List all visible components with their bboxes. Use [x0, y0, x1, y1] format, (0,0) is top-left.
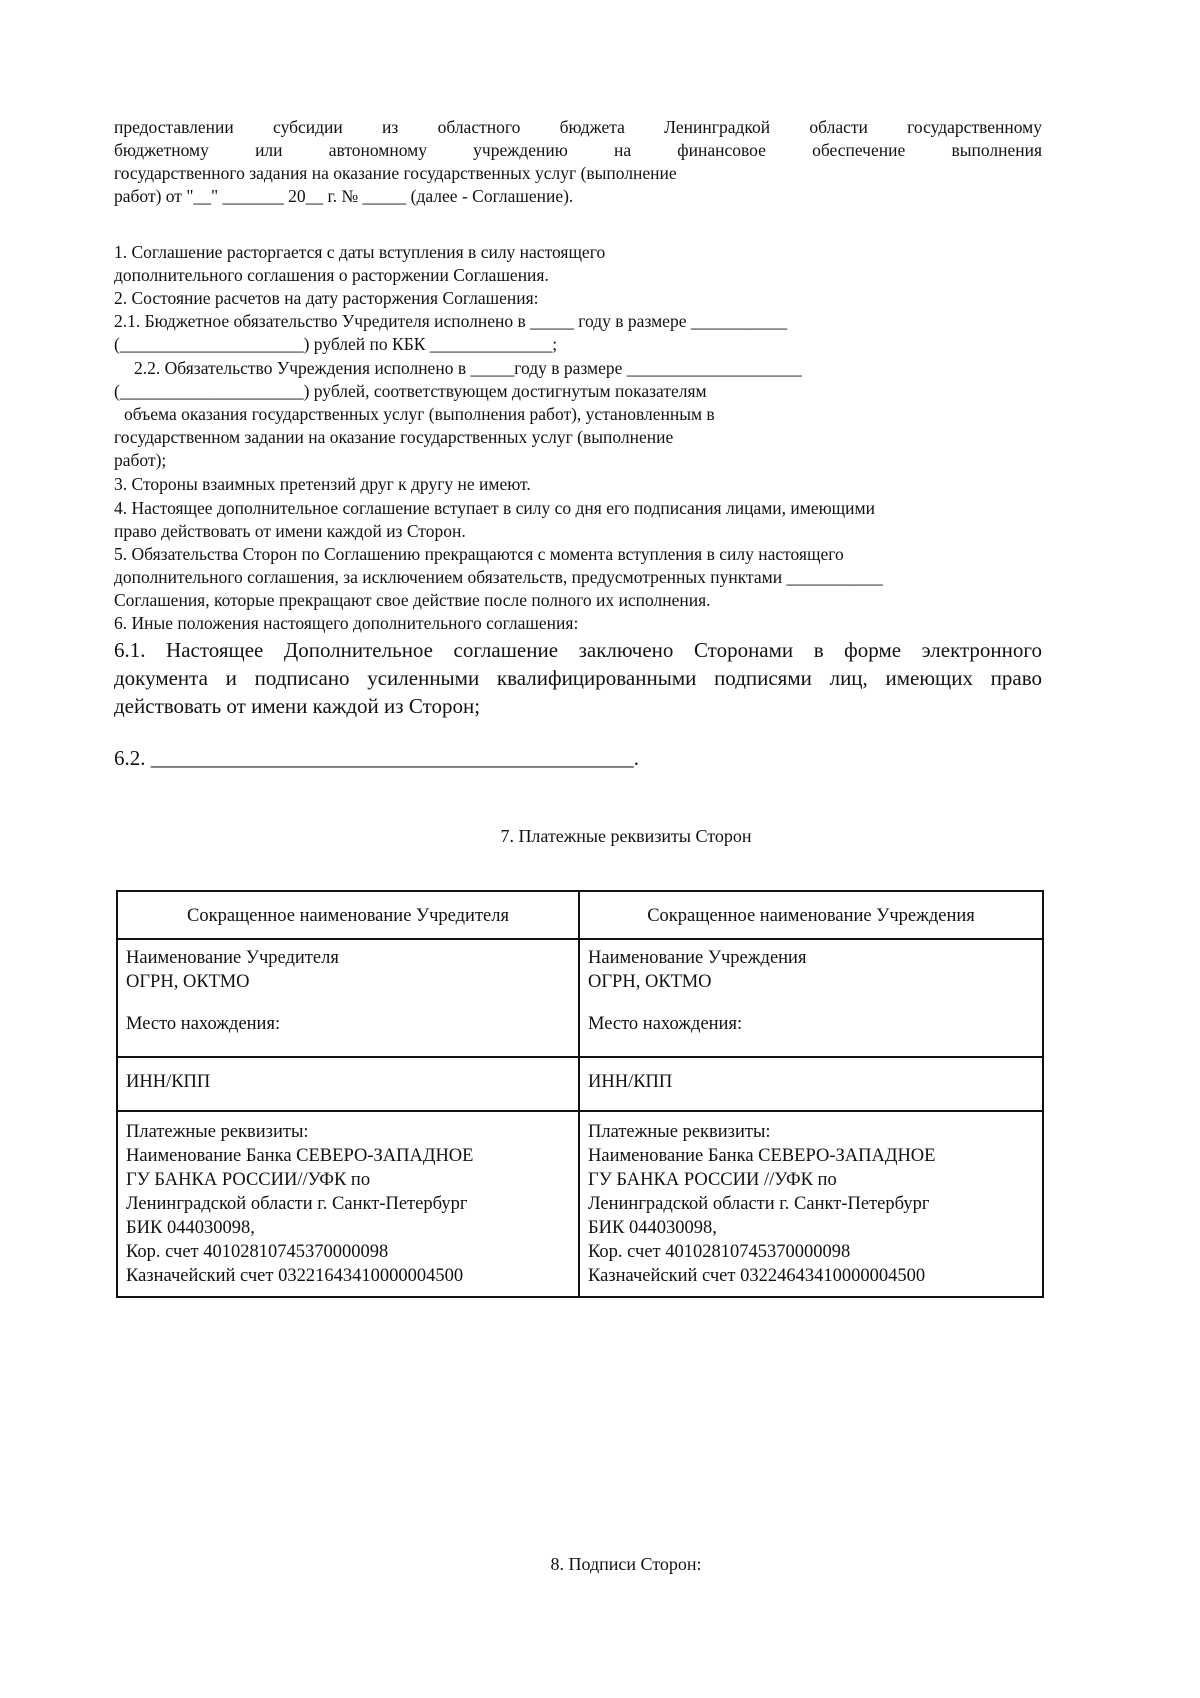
clause-6-2: 6.2. ______________________________________________.	[114, 746, 639, 770]
clause-3: 3. Стороны взаимных претензий друг к другу не имеют.	[114, 474, 531, 494]
section-8-title: 8. Подписи Сторон:	[550, 1554, 702, 1574]
institution-bank-3: Ленинградской области г. Санкт-Петербург	[588, 1194, 930, 1214]
institution-requisites-cell	[579, 1111, 1043, 1297]
clause-6-1-line-b: документа и подписано усиленными квалифицированными подписями лиц, имеющих право	[114, 666, 1042, 690]
clause-5-line-b: дополнительного соглашения, за исключением обязательств, предусмотренных пунктами ___________	[114, 567, 883, 587]
founder-bik: БИК 044030098,	[126, 1218, 255, 1238]
founder-name: Наименование Учредителя	[126, 948, 339, 968]
institution-ogrn: ОГРН, ОКТМО	[588, 972, 712, 992]
clause-1-line-b: дополнительного соглашения о расторжении Соглашения.	[114, 265, 549, 285]
clause-2-1-line-a: 2.1. Бюджетное обязательство Учредителя исполнено в _____ году в размере ___________	[114, 311, 788, 331]
founder-treasury-account: Казначейский счет 03221643410000004500	[126, 1266, 464, 1286]
institution-treasury-account: Казначейский счет 03224643410000004500	[588, 1266, 926, 1286]
founder-name-cell	[117, 939, 579, 1057]
founder-header: Сокращенное наименование Учредителя	[117, 891, 579, 939]
institution-name-cell	[579, 939, 1043, 1057]
institution-req-title: Платежные реквизиты:	[588, 1122, 771, 1142]
table-row-inn	[117, 1057, 1043, 1111]
institution-bik: БИК 044030098,	[588, 1218, 717, 1238]
clause-6-1-line-a: 6.1. Настоящее Дополнительное соглашение заключено Сторонами в форме электронного	[114, 638, 1042, 662]
clause-2-2-line-c: объема оказания государственных услуг (выполнения работ), установленным в	[124, 404, 715, 424]
institution-kor-account: Кор. счет 40102810745370000098	[588, 1242, 851, 1262]
clause-4-line-a: 4. Настоящее дополнительное соглашение вступает в силу со дня его подписания лицами, имеющими	[114, 498, 875, 518]
founder-ogrn: ОГРН, ОКТМО	[126, 972, 250, 992]
institution-location: Место нахождения:	[588, 1014, 743, 1034]
founder-bank-1: Наименование Банка СЕВЕРО-ЗАПАДНОЕ	[126, 1146, 474, 1166]
clause-2-2-line-a: 2.2. Обязательство Учреждения исполнено в _____году в размере ____________________	[134, 358, 802, 378]
clause-6: 6. Иные положения настоящего дополнительного соглашения:	[114, 613, 579, 633]
section-7-title: 7. Платежные реквизиты Сторон	[500, 826, 752, 846]
table-row-names	[117, 939, 1043, 1057]
clause-2-2-line-d: государственном задании на оказание государственных услуг (выполнение	[114, 427, 674, 447]
founder-kor-account: Кор. счет 40102810745370000098	[126, 1242, 389, 1262]
institution-bank-2: ГУ БАНКА РОССИИ //УФК по	[588, 1170, 837, 1190]
founder-requisites-cell	[117, 1111, 579, 1297]
founder-bank-2: ГУ БАНКА РОССИИ//УФК по	[126, 1170, 371, 1190]
clause-5-line-a: 5. Обязательства Сторон по Соглашению прекращаются с момента вступления в силу настоящего	[114, 544, 844, 564]
institution-bank-1: Наименование Банка СЕВЕРО-ЗАПАДНОЕ	[588, 1146, 936, 1166]
preamble-line-2: бюджетному или автономному учреждению на финансовое обеспечение выполнения	[114, 140, 1042, 160]
requisites-table	[116, 890, 1044, 1298]
table-header-row	[117, 891, 1043, 939]
clause-2-2-line-b: (_____________________) рублей, соответствующем достигнутым показателям	[114, 381, 707, 401]
founder-bank-3: Ленинградской области г. Санкт-Петербург	[126, 1194, 468, 1214]
clause-2: 2. Состояние расчетов на дату расторжения Соглашения:	[114, 288, 539, 308]
clause-5-line-c: Соглашения, которые прекращают свое действие после полного их исполнения.	[114, 590, 711, 610]
clause-2-1-line-b: (_____________________) рублей по КБК ______________;	[114, 334, 558, 354]
clause-2-2-line-e: работ);	[114, 450, 167, 470]
founder-req-title: Платежные реквизиты:	[126, 1122, 309, 1142]
preamble-line-4: работ) от "__" _______ 20__ г. № _____ (далее - Соглашение).	[114, 186, 574, 206]
institution-header: Сокращенное наименование Учреждения	[579, 891, 1043, 939]
clause-4-line-b: право действовать от имени каждой из Сторон.	[114, 521, 466, 541]
clause-6-1-line-c: действовать от имени каждой из Сторон;	[114, 694, 481, 718]
institution-inn: ИНН/КПП	[579, 1057, 1043, 1111]
founder-inn: ИНН/КПП	[117, 1057, 579, 1111]
clause-1-line-a: 1. Соглашение расторгается с даты вступления в силу настоящего	[114, 242, 606, 262]
founder-location: Место нахождения:	[126, 1014, 281, 1034]
table-row-requisites	[117, 1111, 1043, 1297]
institution-name: Наименование Учреждения	[588, 948, 807, 968]
preamble-line-1: предоставлении субсидии из областного бюджета Ленинградкой области государственному	[114, 117, 1042, 137]
preamble-line-3: государственного задания на оказание государственных услуг (выполнение	[114, 163, 677, 183]
